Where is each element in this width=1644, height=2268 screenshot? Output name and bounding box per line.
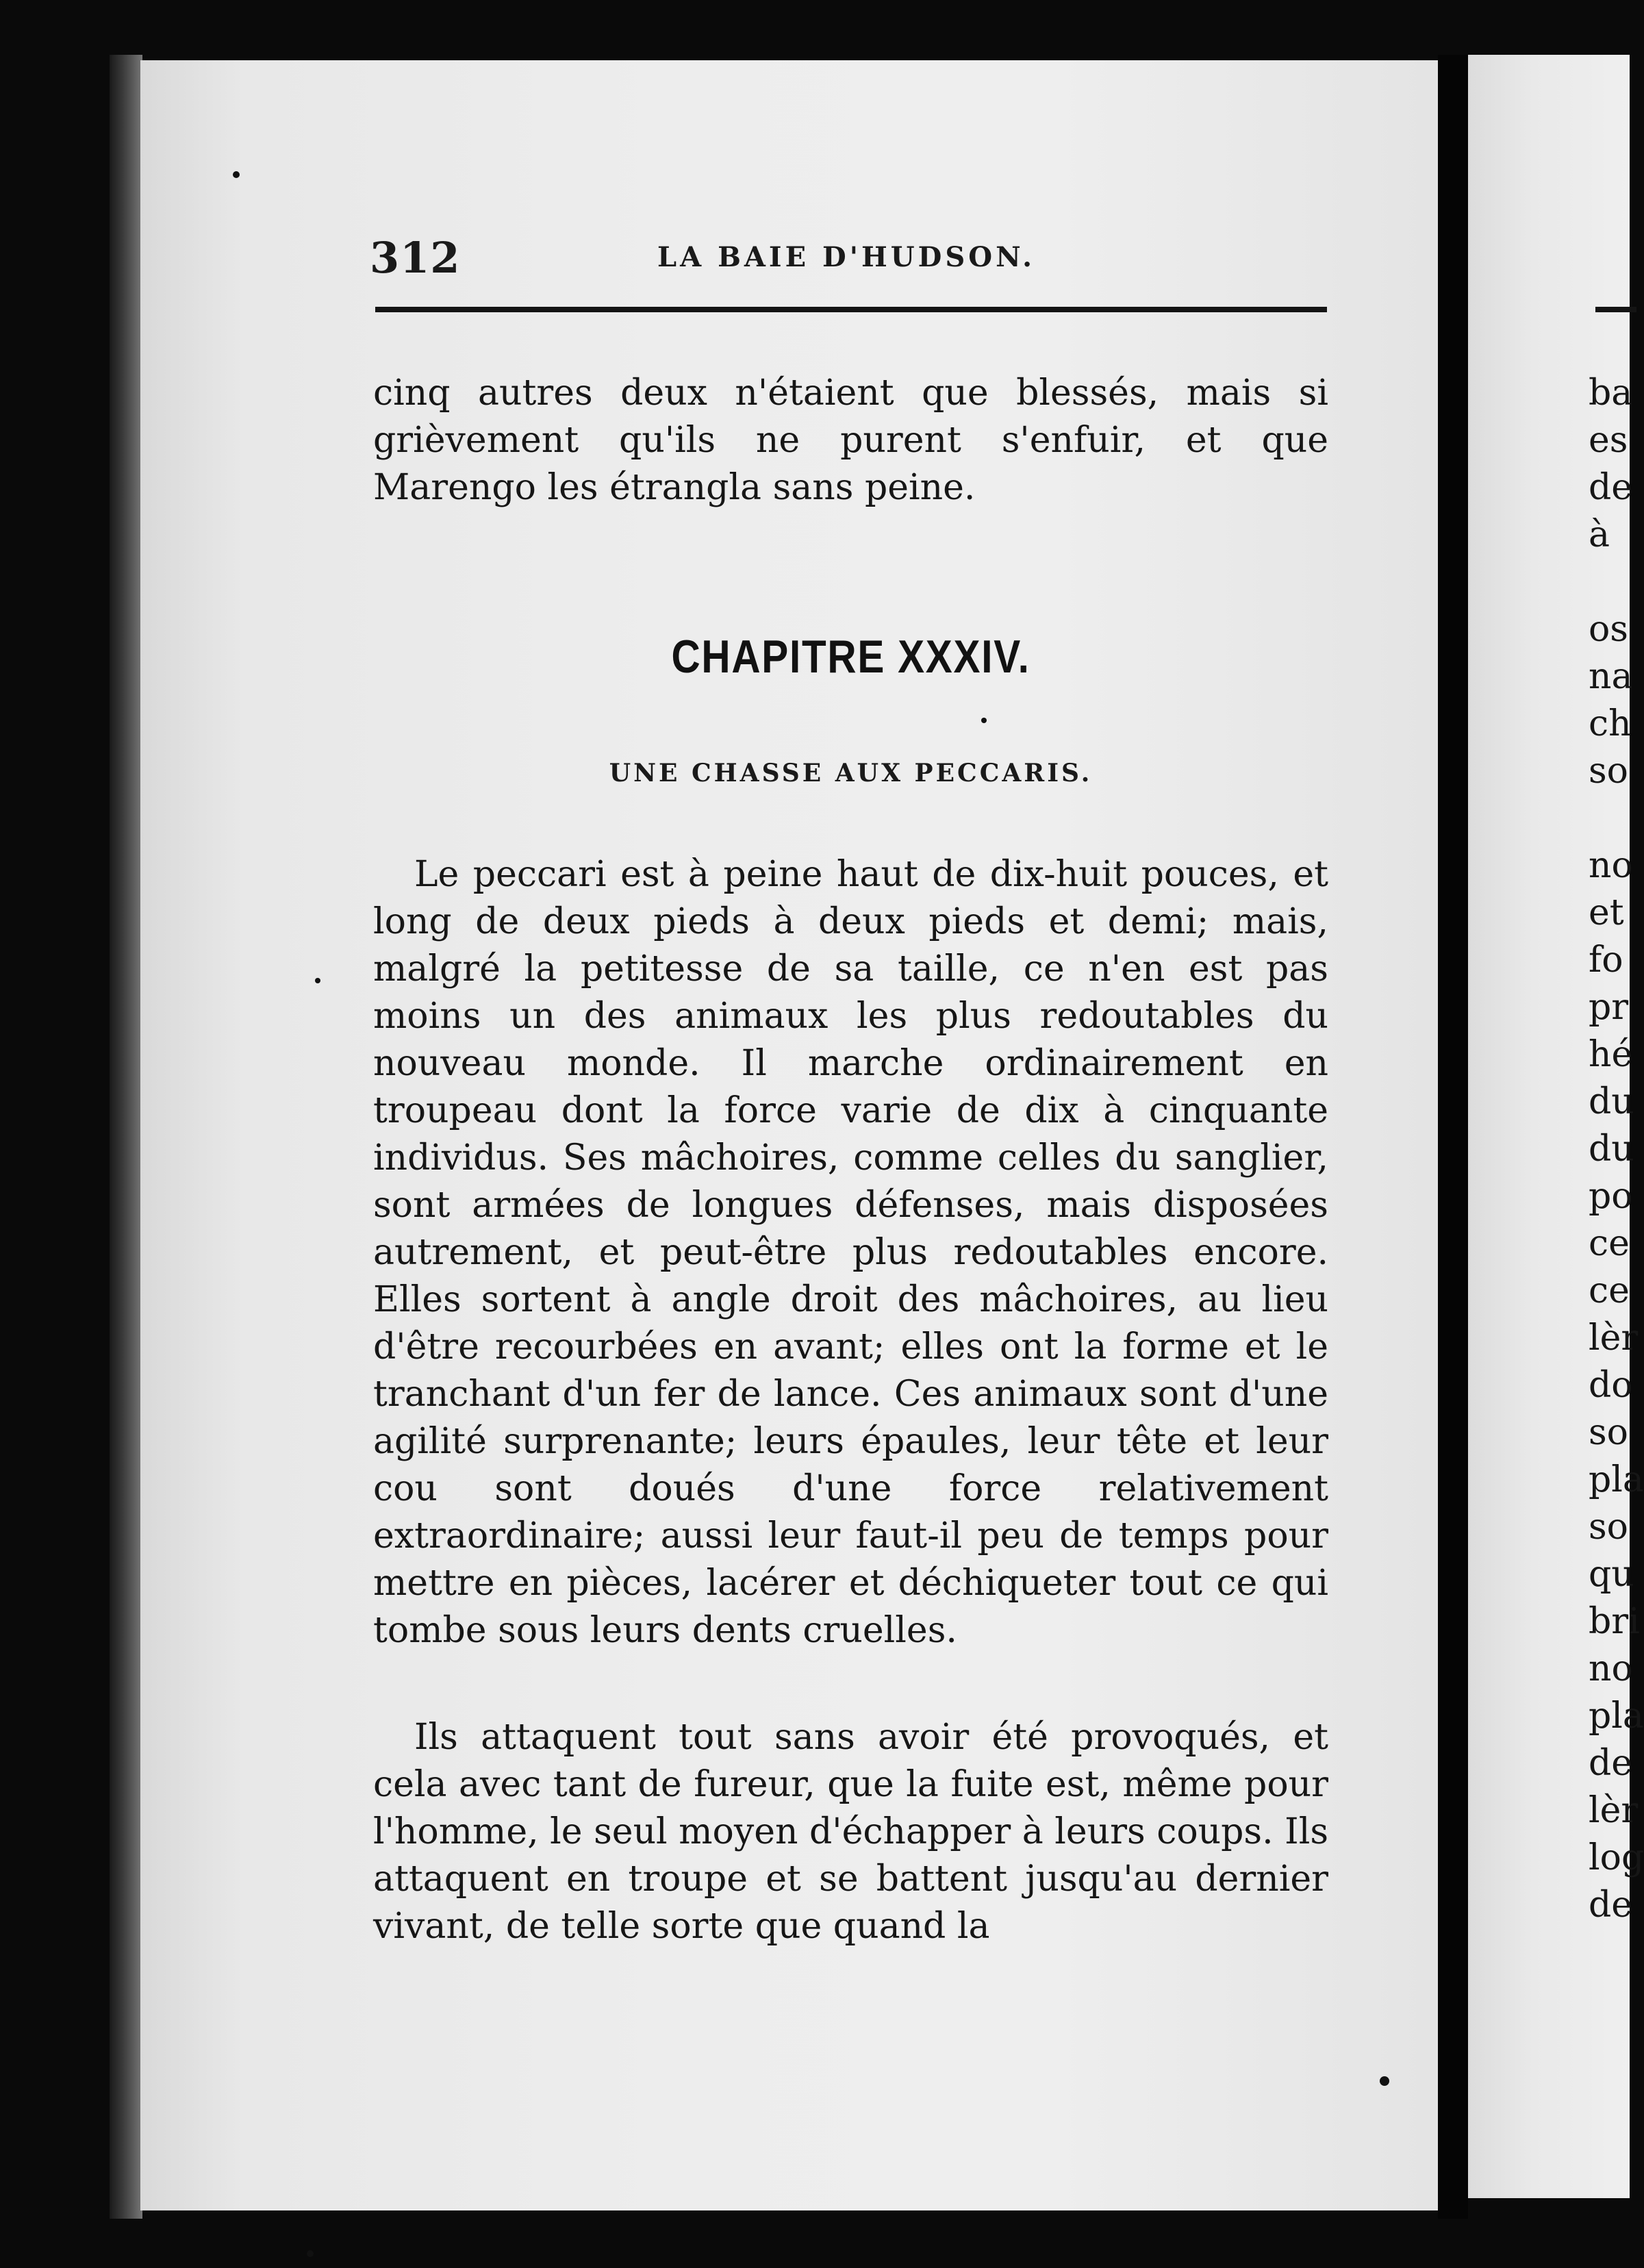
paragraph: Ils attaquent tout sans avoir été provoqués, et cela avec tant de fureur, que la fuite est, même pour l'homme, le seul moyen d'échapper à leurs coups. Ils attaquent en troupe et se battent jusqu'au dernier vivant, de telle sorte que quand la (373, 1717, 1329, 1947)
running-head: LA BAIE D'HUDSON. (657, 241, 1036, 273)
scan-speck (981, 718, 987, 723)
right-page-header-rule (1595, 307, 1636, 312)
scan-speck (233, 171, 240, 178)
right-page-text-fragments: ba es de à os na ch so no et fo pr hé du du po ce ce lèr do so pla so qu bri no pla de lèr log de (1589, 373, 1644, 1926)
chapter-title: CHAPITRE XXXIV. (671, 631, 1030, 683)
page-number: 312 (370, 233, 461, 283)
scan-speck (307, 2250, 314, 2257)
book-gutter (1438, 55, 1468, 2219)
page-header (370, 233, 1328, 288)
page-edge-shadow (110, 55, 142, 2219)
header-rule (375, 307, 1327, 312)
scan-speck (1380, 2076, 1389, 2086)
chapter-subtitle: UNE CHASSE AUX PECCARIS. (609, 759, 1093, 788)
paragraph: Le peccari est à peine haut de dix-huit pouces, et long de deux pieds à deux pieds et demi; mais, malgré la petitesse de sa taille, ce n'en est pas moins un des animaux les plus redoutables du nouveau monde. Il marche ordinairement en troupeau dont la force varie de dix à cinquante individus. Ses mâchoires, comme celles du sanglier, sont armées de longues défenses, mais disposées autrement, et peut-être plus redoutables encore. Elles sortent à angle droit des mâchoires, au lieu d'être recourbées en avant; elles ont la forme et le tranchant d'un fer de lance. Ces animaux sont d'une agilité surprenante; leurs épaules, leur tête et leur cou sont doués d'une force relativement extraordinaire; aussi leur faut-il peu de temps pour mettre en pièces, lacérer et déchiqueter tout ce qui tombe sous leurs dents cruelles. (373, 854, 1328, 1651)
scan-speck (315, 978, 320, 983)
continued-paragraph: cinq autres deux n'étaient que blessés, mais si grièvement qu'ils ne purent s'enfuir, et que Marengo les étrangla sans peine. (373, 373, 1328, 508)
